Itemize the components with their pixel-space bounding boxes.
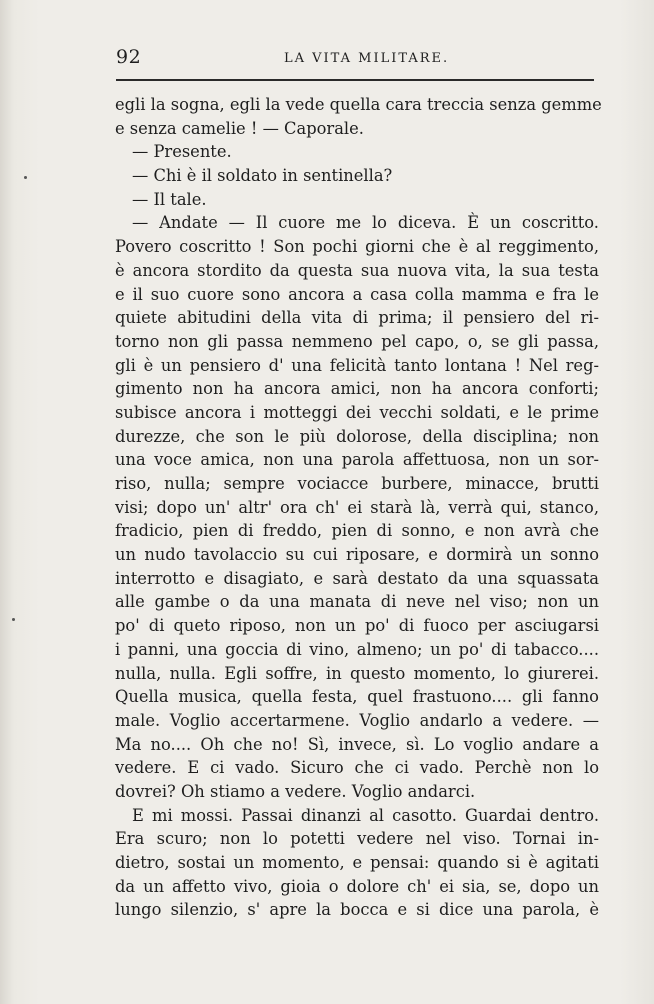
text-line: vedere. E ci vado. Sicuro che ci vado. Perchè non lo	[115, 758, 599, 778]
text-line: — Andate — Il cuore me lo diceva. È un coscritto.	[132, 213, 599, 233]
text-line: torno non gli passa nemmeno pel capo, o, se gli passa,	[115, 331, 599, 351]
paper-speck	[12, 618, 15, 621]
text-line: E mi mossi. Passai dinanzi al casotto. Guardai dentro.	[132, 805, 599, 825]
text-line: egli la sogna, egli la vede quella cara treccia senza gemme	[115, 95, 602, 114]
text-line: — Presente.	[132, 142, 232, 162]
text-line: quiete abitudini della vita di prima; il pensiero del ri-	[115, 308, 599, 328]
text-line: dovrei? Oh stiamo a vedere. Voglio andarci.	[115, 781, 476, 801]
text-line: dietro, sostai un momento, e pensai: quando si è agitati	[115, 853, 599, 872]
text-line: fradicio, pien di freddo, pien di sonno, e non avrà che	[115, 521, 599, 541]
text-line: è ancora stordito da questa sua nuova vita, la sua testa	[115, 260, 599, 280]
text-line: male. Voglio accertarmene. Voglio andarlo a vedere. —	[115, 710, 599, 730]
text-line: alle gambe o da una manata di neve nel viso; non un	[115, 592, 599, 612]
paper-speck	[24, 176, 27, 179]
text-line: e senza camelie ! — Caporale.	[115, 118, 364, 138]
text-line: Era scuro; non lo potetti vedere nel viso. Tornai in-	[115, 829, 599, 849]
text-line: un nudo tavolaccio su cui riposare, e dormirà un sonno	[115, 545, 599, 565]
running-header	[0, 46, 654, 76]
text-line: gimento non ha ancora amici, non ha ancora conforti;	[115, 379, 599, 399]
text-line: — Il tale.	[132, 189, 207, 209]
text-line: subisce ancora i motteggi dei vecchi soldati, e le prime	[115, 402, 599, 422]
text-line: Quella musica, quella festa, quel frastuono.... gli fanno	[115, 687, 599, 707]
text-line: una voce amica, non una parola affettuosa, non un sor-	[115, 450, 599, 470]
text-line: e il suo cuore sono ancora a casa colla mamma e fra le	[115, 284, 599, 304]
text-line: interrotto e disagiato, e sarà destato da una squassata	[115, 568, 599, 588]
running-title: LA VITA MILITARE.	[284, 51, 450, 66]
text-line: durezze, che son le più dolorose, della disciplina; non	[115, 426, 599, 446]
text-line: lungo silenzio, s' apre la bocca e si dice una parola, è	[115, 900, 599, 920]
text-line: — Chi è il soldato in sentinella?	[132, 166, 393, 186]
text-line: Ma no.... Oh che no! Sì, invece, sì. Lo voglio andare a	[115, 734, 599, 754]
page-number: 92	[116, 46, 142, 68]
text-line: po' di queto riposo, non un po' di fuoco per asciugarsi	[115, 616, 599, 636]
text-line: Povero coscritto ! Son pochi giorni che è al reggimento,	[115, 237, 599, 257]
text-line: i panni, una goccia di vino, almeno; un po' di tabacco....	[115, 639, 599, 659]
text-line: visi; dopo un' altr' ora ch' ei starà là, verrà qui, stanco,	[115, 497, 599, 517]
text-line: gli è un pensiero d' una felicità tanto lontana ! Nel reg-	[115, 355, 599, 375]
body-text	[115, 93, 602, 922]
text-line: da un affetto vivo, gioia o dolore ch' ei sia, se, dopo un	[115, 876, 599, 896]
text-line: riso, nulla; sempre vociacce burbere, minacce, brutti	[115, 474, 599, 493]
header-rule	[116, 79, 594, 81]
text-line: nulla, nulla. Egli soffre, in questo momento, lo giurerei.	[115, 663, 599, 683]
